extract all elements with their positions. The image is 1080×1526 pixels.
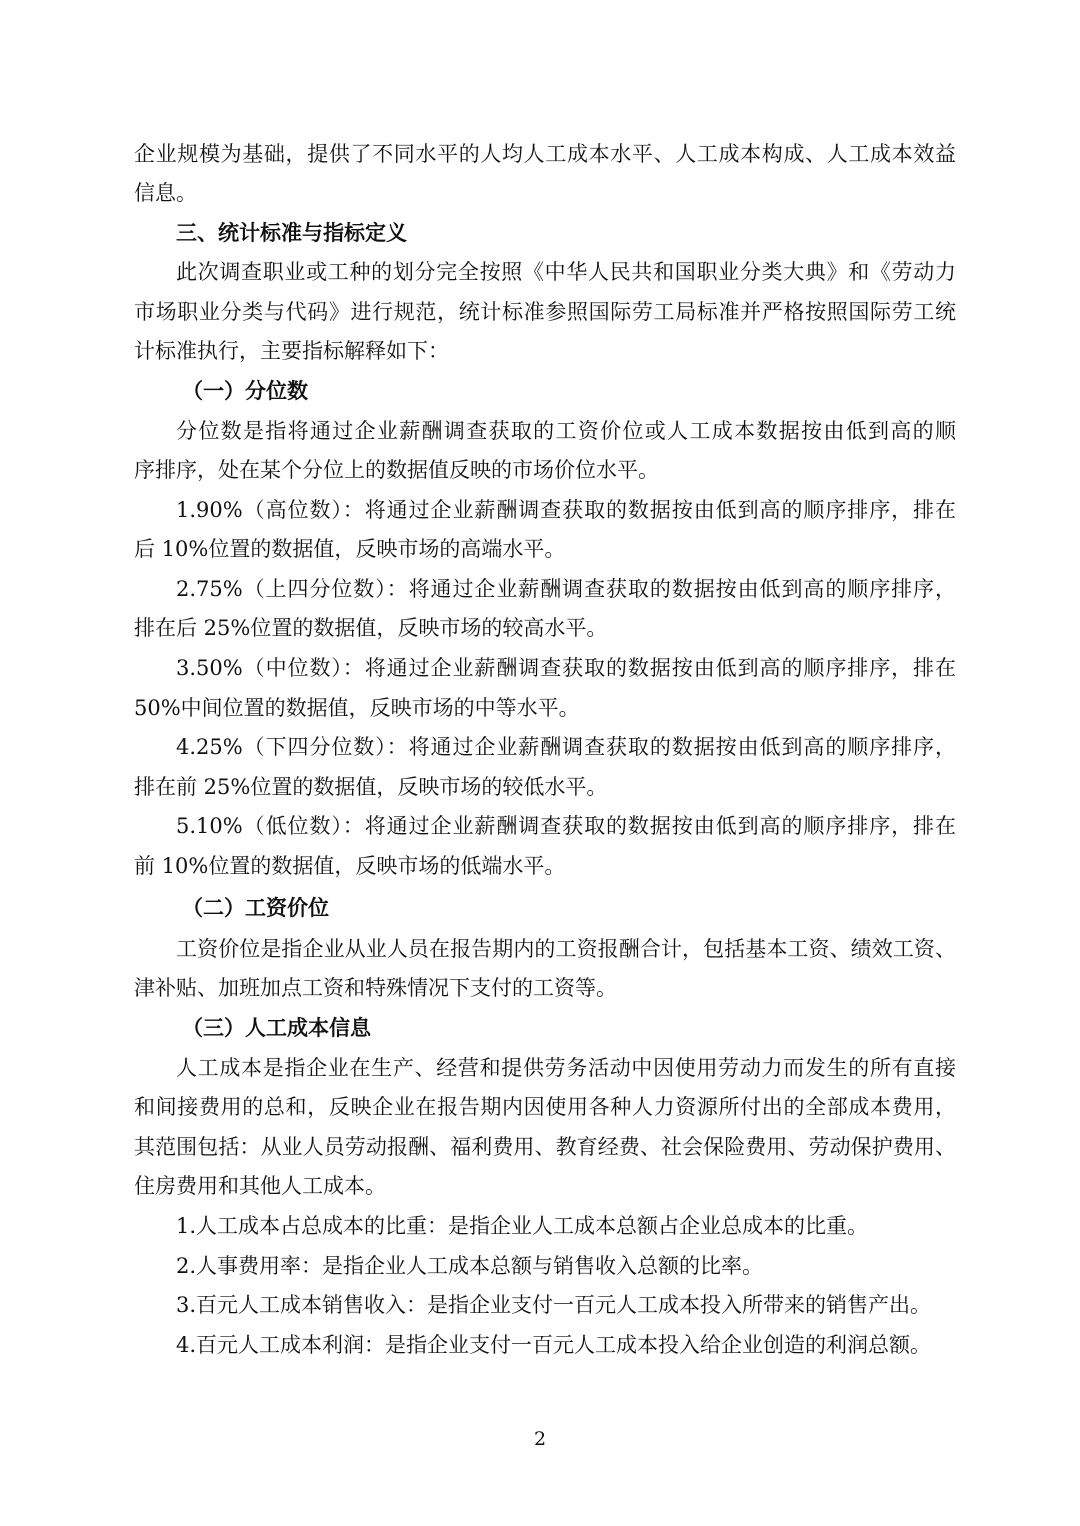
paragraph-line: 计标准执行，主要指标解释如下： [134,339,449,363]
paragraph-line: 住房费用和其他人工成本。 [134,1174,386,1198]
paragraph-line: 3.50%（中位数）：将通过企业薪酬调查获取的数据按由低到高的顺序排序，排在 [176,656,956,680]
paragraph-line: 分位数是指将通过企业薪酬调查获取的工资价位或人工成本数据按由低到高的顺 [176,419,956,443]
paragraph-line: 津补贴、加班加点工资和特殊情况下支付的工资等。 [134,976,617,1000]
paragraph-line: 50%中间位置的数据值，反映市场的中等水平。 [134,696,580,720]
paragraph-line: 人工成本是指企业在生产、经营和提供劳务活动中因使用劳动力而发生的所有直接 [176,1056,956,1080]
subsection-heading: （二）工资价位 [182,896,329,920]
subsection-heading: （三）人工成本信息 [182,1016,371,1040]
paragraph-line: 前 10%位置的数据值，反映市场的低端水平。 [134,854,566,878]
paragraph-line: 和间接费用的总和，反映企业在报告期内因使用各种人力资源所付出的全部成本费用， [134,1095,956,1119]
list-item: 4.百元人工成本利润：是指企业支付一百元人工成本投入给企业创造的利润总额。 [176,1333,932,1357]
list-item: 1.人工成本占总成本的比重：是指企业人工成本总额占企业总成本的比重。 [176,1214,869,1238]
list-item: 2.人事费用率：是指企业人工成本总额与销售收入总额的比率。 [176,1254,764,1278]
paragraph-line: 工资价位是指企业从业人员在报告期内的工资报酬合计，包括基本工资、绩效工资、 [176,937,956,961]
page-number: 2 [533,1428,547,1450]
subsection-heading: （一）分位数 [182,379,308,403]
paragraph-line: 序排序，处在某个分位上的数据值反映的市场价位水平。 [134,458,659,482]
paragraph-line: 排在后 25%位置的数据值，反映市场的较高水平。 [134,616,608,640]
paragraph-line: 5.10%（低位数）：将通过企业薪酬调查获取的数据按由低到高的顺序排序，排在 [176,814,956,838]
paragraph-line: 企业规模为基础，提供了不同水平的人均人工成本水平、人工成本构成、人工成本效益 [134,142,956,166]
paragraph-line: 信息。 [134,181,197,205]
paragraph-line: 排在前 25%位置的数据值，反映市场的较低水平。 [134,775,608,799]
section-heading: 三、统计标准与指标定义 [176,221,407,245]
list-item: 3.百元人工成本销售收入：是指企业支付一百元人工成本投入所带来的销售产出。 [176,1293,932,1317]
paragraph-line: 此次调查职业或工种的划分完全按照《中华人民共和国职业分类大典》和《劳动力 [176,260,956,284]
paragraph-line: 4.25%（下四分位数）：将通过企业薪酬调查获取的数据按由低到高的顺序排序， [176,735,956,759]
paragraph-line: 1.90%（高位数）：将通过企业薪酬调查获取的数据按由低到高的顺序排序，排在 [176,498,956,522]
paragraph-line: 后 10%位置的数据值，反映市场的高端水平。 [134,537,566,561]
paragraph-line: 2.75%（上四分位数）：将通过企业薪酬调查获取的数据按由低到高的顺序排序， [176,577,956,601]
paragraph-line: 市场职业分类与代码》进行规范，统计标准参照国际劳工局标准并严格按照国际劳工统 [134,300,956,324]
paragraph-line: 其范围包括：从业人员劳动报酬、福利费用、教育经费、社会保险费用、劳动保护费用、 [134,1135,956,1159]
